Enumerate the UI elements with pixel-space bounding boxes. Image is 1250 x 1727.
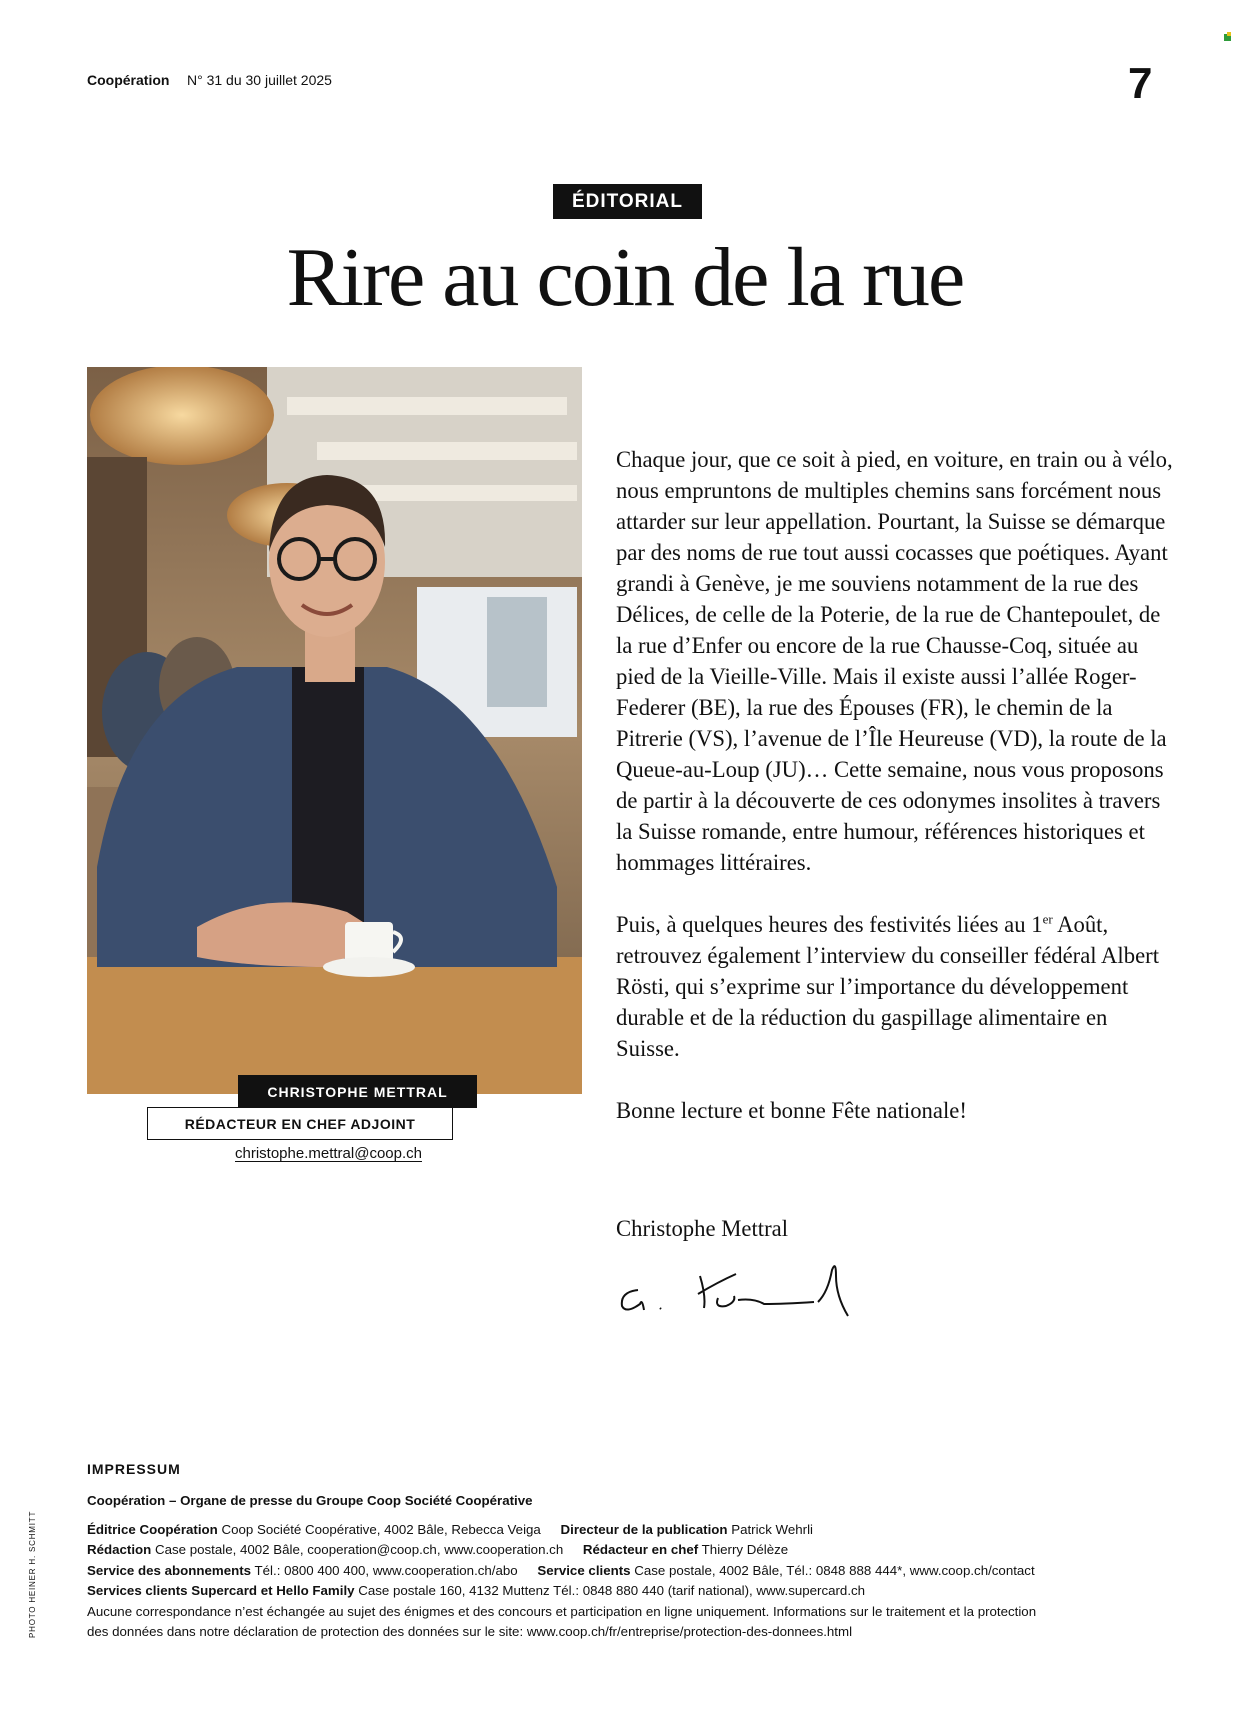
handwritten-signature	[614, 1252, 874, 1329]
editorial-paragraph-2	[616, 909, 1176, 1064]
author-email-link[interactable]: christophe.mettral@coop.ch	[235, 1145, 422, 1162]
issue-info: N° 31 du 30 juillet 2025	[187, 72, 332, 88]
ordinal-superscript: er	[1042, 911, 1053, 927]
paragraph-2-text-start: Puis, à quelques heures des festivités liées au 1	[616, 912, 1043, 937]
impressum-organ: Coopération – Organe de presse du Groupe Coop Société Coopérative	[87, 1493, 533, 1508]
impressum-heading: IMPRESSUM	[87, 1461, 181, 1477]
editorial-body	[616, 444, 1176, 1157]
impressum-notice: des données dans notre déclaration de protection des données sur le site: www.coop.ch/fr/entreprise/protection-des-donnees.html	[87, 1624, 853, 1639]
publication-name: Coopération	[87, 72, 170, 88]
impressum	[87, 1491, 1187, 1643]
impressum-row: Service des abonnements Tél.: 0800 400 400, www.cooperation.ch/abo Service clients Case postale, 4002 Bâle, Tél.: 0848 888 444*, www.coop.ch/contact	[87, 1562, 1035, 1578]
editorial-paragraph-3: Bonne lecture et bonne Fête nationale!	[616, 1098, 967, 1123]
impressum-notice: Aucune correspondance n’est échangée au sujet des énigmes et des concours et participation en ligne uniquement. Informations sur le traitement et la protection	[87, 1603, 1037, 1619]
page-number: 7	[1128, 59, 1153, 108]
impressum-row: Rédaction Case postale, 4002 Bâle, cooperation@coop.ch, www.cooperation.ch Rédacteur en chef Thierry Délèze	[87, 1542, 789, 1557]
author-photo	[87, 367, 582, 1094]
page-title: Rire au coin de la rue	[286, 231, 964, 324]
author-role-label: RÉDACTEUR EN CHEF ADJOINT	[147, 1107, 453, 1140]
author-name-label: CHRISTOPHE METTRAL	[238, 1075, 477, 1108]
editorial-paragraph-1: Chaque jour, que ce soit à pied, en voiture, en train ou à vélo, nous empruntons de multiples chemins sans forcément nous attarder sur leur appellation. Pourtant, la Suisse se démarque par des noms de rue tout aussi cocasses que poétiques. Ayant grandi à Genève, je me souviens notamment de la rue des Délices, de celle de la Poterie, de la rue de Chantepoulet, de la rue d’Enfer ou encore de la rue Chausse-Coq, située au pied de la Vieille-Ville. Mais il existe aussi l’allée Roger-Federer (BE), la rue des Épouses (FR), le chemin de la Pitrerie (VS), l’avenue de l’Île Heureuse (VD), la route de la Queue-au-Loup (JU)… Cette semaine, nous vous proposons de partir à la découverte de ces odonymes insolites à travers la Suisse romande, entre humour, références historiques et hommages littéraires.	[616, 447, 1173, 875]
paragraph-2-text-end: Août, retrouvez également l’interview du conseiller fédéral Albert Rösti, qui s’exprime sur l’importance du développement durable et de la réduction du gaspillage alimentaire en Suisse.	[616, 912, 1159, 1061]
color-registration-mark	[1224, 34, 1231, 41]
author-signoff: Christophe Mettral	[616, 1216, 789, 1241]
impressum-row: Éditrice Coopération Coop Société Coopérative, 4002 Bâle, Rebecca Veiga Directeur de la publication Patrick Wehrli	[87, 1521, 813, 1537]
photo-credit: PHOTO HEINER H. SCHMITT	[28, 1510, 37, 1638]
impressum-row: Services clients Supercard et Hello Family Case postale 160, 4132 Muttenz Tél.: 0848 880 440 (tarif national), www.supercard.ch	[87, 1583, 866, 1598]
section-tag: ÉDITORIAL	[553, 184, 702, 219]
